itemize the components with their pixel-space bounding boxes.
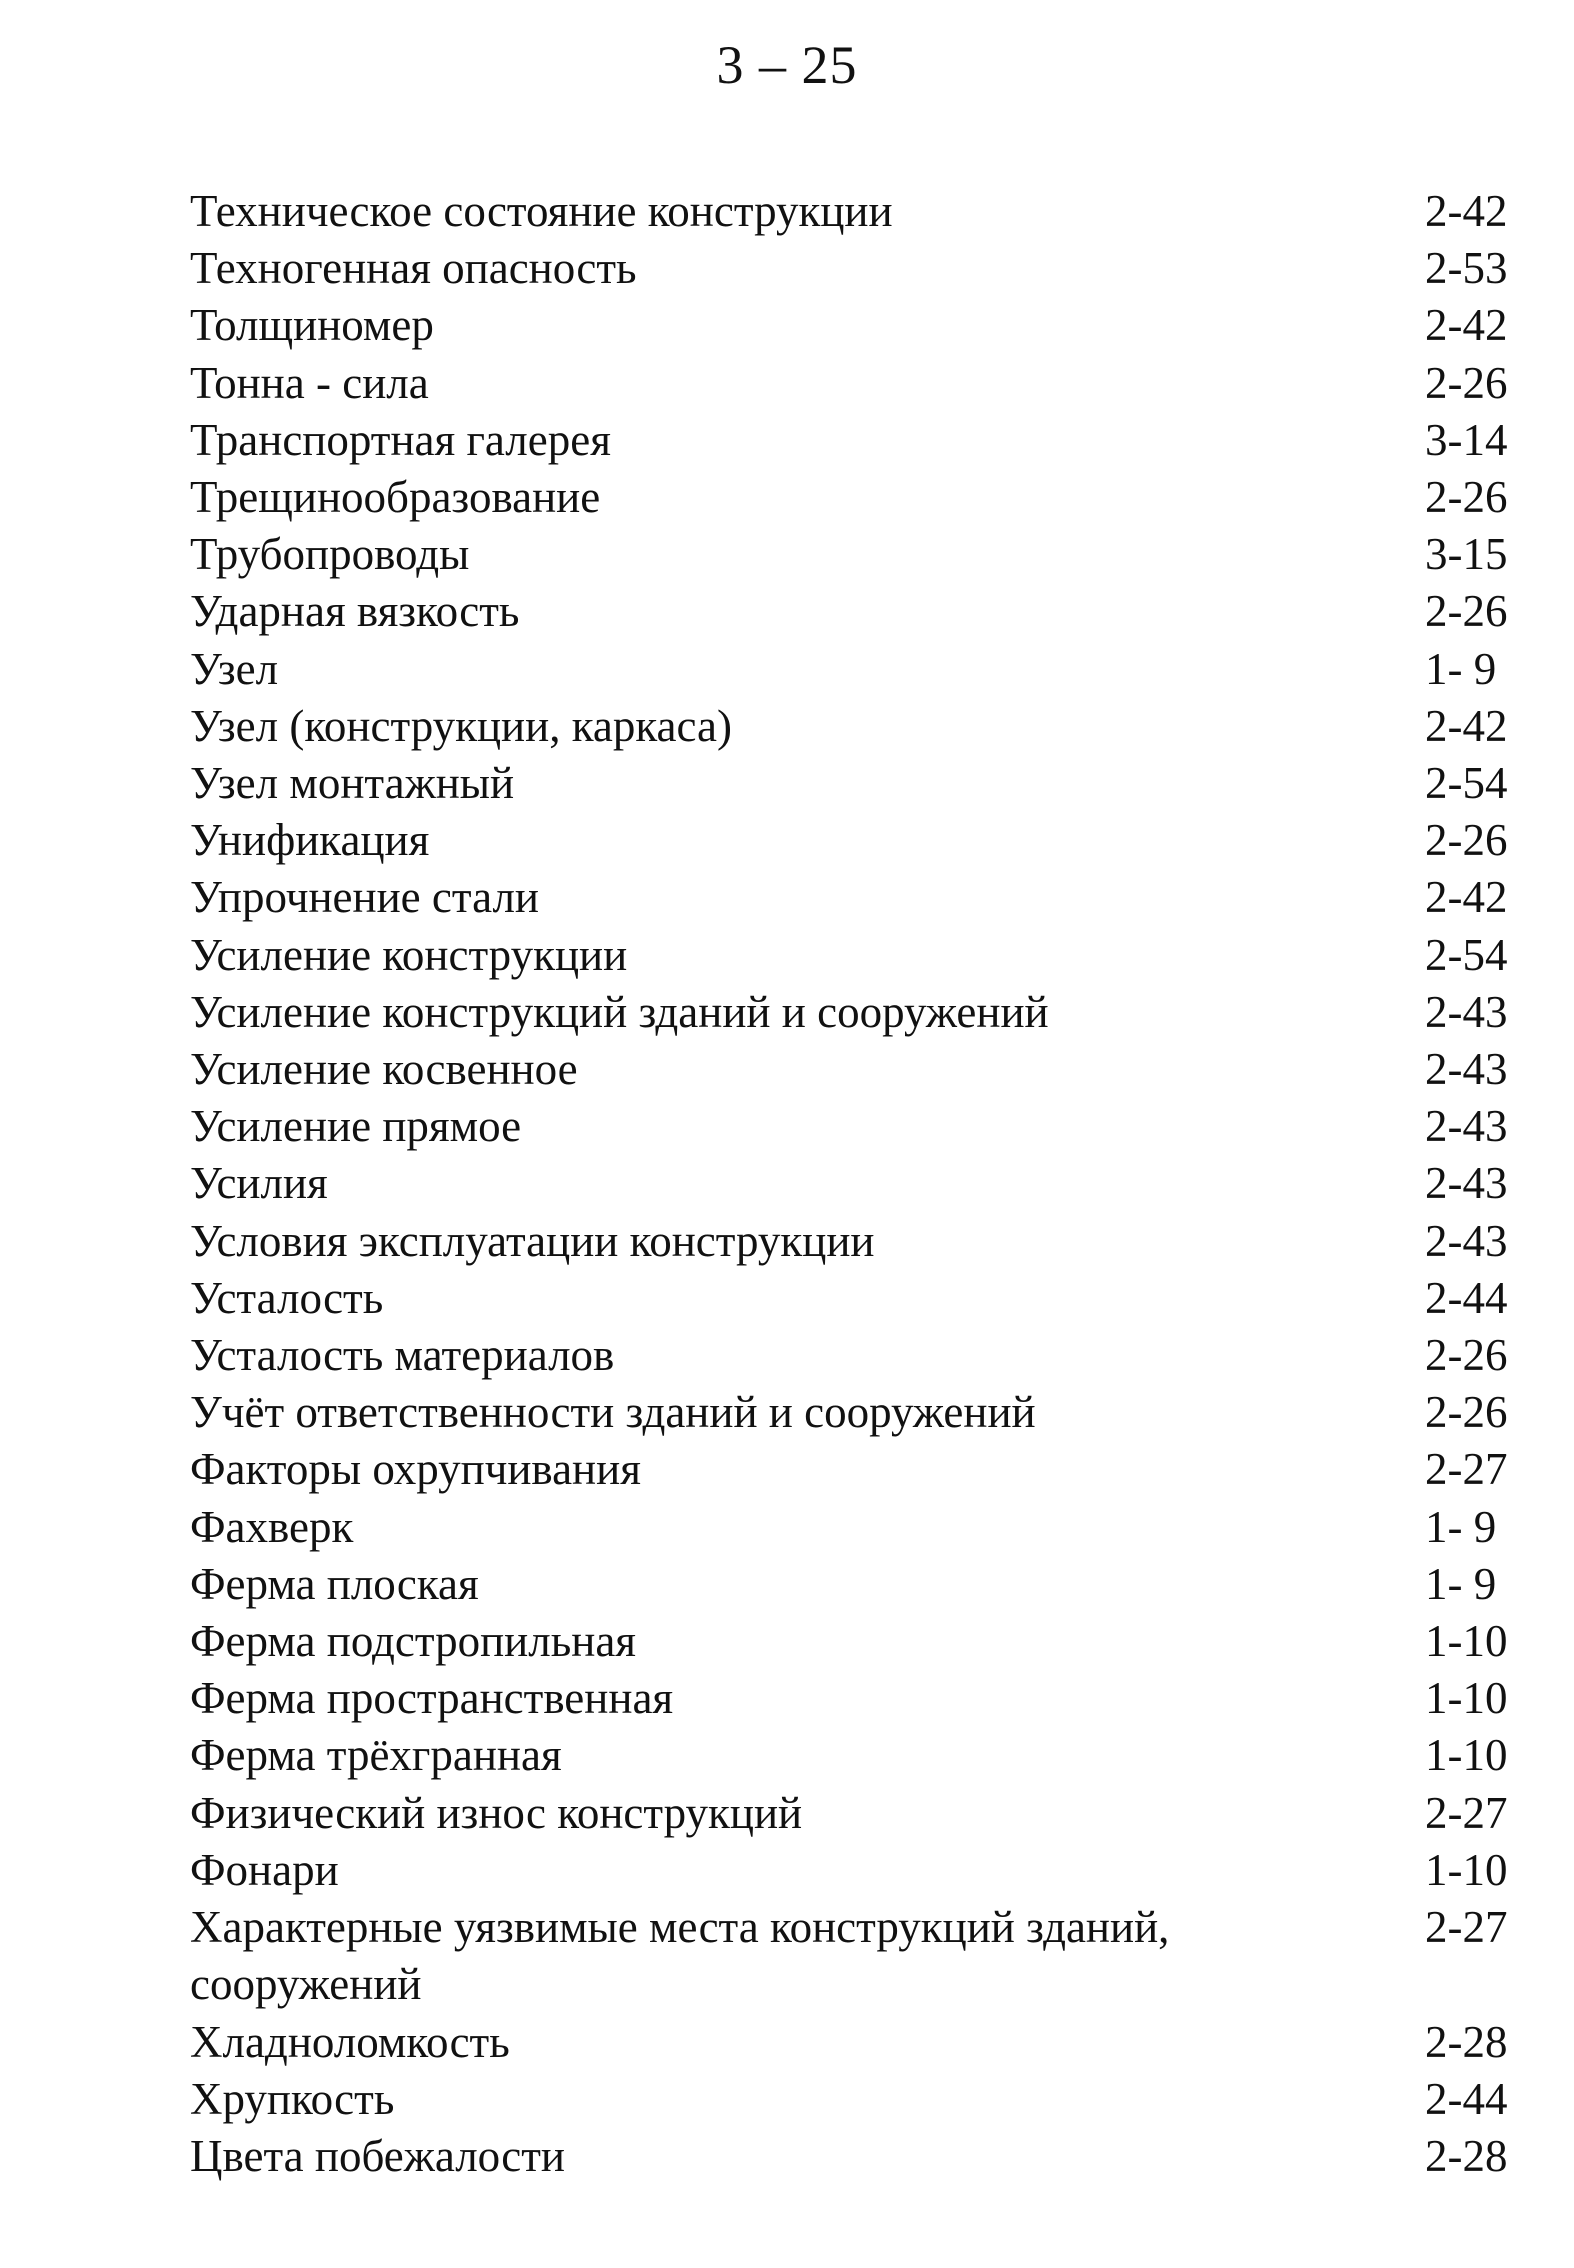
index-entry — [190, 1384, 1535, 1441]
page-reference: 2-42 — [1425, 186, 1508, 236]
page-reference: 3-14 — [1425, 414, 1508, 465]
index-entry — [190, 1556, 1535, 1613]
page-reference: 1- 9 — [1425, 1501, 1497, 1552]
index-term: Ударная вязкость — [190, 586, 520, 637]
index-term: Узел (конструкции, каркаса) — [190, 700, 732, 751]
page-reference: 2-28 — [1425, 2016, 1508, 2067]
index-term: Усталость — [190, 1272, 384, 1323]
index-entry — [190, 812, 1535, 869]
index-term: Фонари — [190, 1844, 339, 1895]
index-term: Цвета побежалости — [190, 2130, 566, 2181]
index-term: Усиление прямое — [190, 1101, 522, 1152]
page-reference: 2-26 — [1425, 1387, 1508, 1438]
index-entry — [190, 1270, 1535, 1327]
page-reference: 2-26 — [1425, 472, 1508, 523]
index-entry — [190, 412, 1535, 469]
index-term: Хрупкость — [190, 2073, 395, 2124]
page-reference: 2-43 — [1425, 1158, 1508, 1209]
index-entry — [190, 1041, 1535, 1098]
page-reference: 3-15 — [1425, 529, 1508, 580]
index-term: Учёт ответственности зданий и сооружений — [190, 1387, 1036, 1438]
page-reference: 2-53 — [1425, 243, 1508, 294]
page-reference: 2-54 — [1425, 758, 1508, 809]
index-entry — [190, 927, 1535, 984]
index-entry — [190, 583, 1535, 640]
page-reference: 2-27 — [1425, 1902, 1508, 1953]
index-term: Ферма трёхгранная — [190, 1730, 562, 1781]
index-term: Усиление конструкции — [190, 929, 628, 980]
index-entry — [190, 1499, 1535, 1556]
index-entry — [190, 984, 1535, 1041]
page-reference: 2-43 — [1425, 986, 1508, 1037]
index-entry — [190, 641, 1535, 698]
index-term: Ферма плоская — [190, 1558, 479, 1609]
index-entry — [190, 1213, 1535, 1270]
page-reference: 2-28 — [1425, 2130, 1508, 2181]
index-entry — [190, 355, 1535, 412]
index-term: Физический износ конструкций — [190, 1787, 803, 1838]
index-entry — [190, 2014, 1535, 2071]
index-term: Ферма пространственная — [190, 1673, 674, 1724]
page-reference: 1-10 — [1425, 1730, 1508, 1781]
index-term: Толщиномер — [190, 300, 434, 351]
index-term: Трещинообразование — [190, 472, 601, 523]
index-term: Унификация — [190, 815, 430, 866]
index-term: Факторы охрупчивания — [190, 1444, 641, 1495]
page-reference: 2-43 — [1425, 1215, 1508, 1266]
index-term: Усталость материалов — [190, 1330, 615, 1381]
index-term: Техногенная опасность — [190, 243, 637, 294]
index-entry — [190, 297, 1535, 354]
page-reference: 2-43 — [1425, 1101, 1508, 1152]
index-entry — [190, 2128, 1535, 2185]
index-entry — [190, 183, 1535, 240]
page-reference: 2-27 — [1425, 1787, 1508, 1838]
page-reference: 2-26 — [1425, 1330, 1508, 1381]
index-term: Усилия — [190, 1158, 328, 1209]
index-term: Узел — [190, 643, 279, 694]
page-reference: 2-54 — [1425, 929, 1508, 980]
index-entry — [190, 1842, 1535, 1899]
page-reference: 2-42 — [1425, 700, 1508, 751]
index-entry — [190, 2071, 1535, 2128]
index-term: Усиление косвенное — [190, 1044, 578, 1095]
index-term: Трубопроводы — [190, 529, 470, 580]
page-reference: 2-26 — [1425, 815, 1508, 866]
index-entry — [190, 1670, 1535, 1727]
page-reference: 2-42 — [1425, 872, 1508, 923]
index-term: Техническое состояние конструкции — [190, 186, 893, 236]
index-term: Фахверк — [190, 1501, 354, 1552]
index-term: Узел монтажный — [190, 758, 515, 809]
index-term: Усиление конструкций зданий и сооружений — [190, 986, 1049, 1037]
index-entry — [190, 1899, 1535, 2013]
index-entry — [190, 755, 1535, 812]
page-number: 3 – 25 — [716, 35, 858, 95]
index-entry — [190, 698, 1535, 755]
index-entry — [190, 1727, 1535, 1784]
page-reference: 2-43 — [1425, 1044, 1508, 1095]
index-entry — [190, 1155, 1535, 1212]
index-entry — [190, 869, 1535, 926]
index-entry — [190, 1785, 1535, 1842]
page-reference: 1-10 — [1425, 1673, 1508, 1724]
index-entry — [190, 1613, 1535, 1670]
index-term: Условия эксплуатации конструкции — [190, 1215, 875, 1266]
page-reference: 2-44 — [1425, 2073, 1508, 2124]
index-term: Хладноломкость — [190, 2016, 510, 2067]
index-entry — [190, 526, 1535, 583]
index-entry — [190, 1098, 1535, 1155]
subject-index-list — [190, 183, 1535, 2185]
index-term: Характерные уязвимые места конструкций зданий, сооружений — [190, 1902, 1170, 2010]
page-reference: 2-26 — [1425, 586, 1508, 637]
page-reference: 2-27 — [1425, 1444, 1508, 1495]
page-reference: 1-10 — [1425, 1844, 1508, 1895]
index-entry — [190, 240, 1535, 297]
index-term: Ферма подстропильная — [190, 1616, 637, 1667]
index-entry — [190, 1441, 1535, 1498]
page-reference: 1-10 — [1425, 1616, 1508, 1667]
page-reference: 2-44 — [1425, 1272, 1508, 1323]
page-reference: 1- 9 — [1425, 643, 1497, 694]
page-reference: 2-42 — [1425, 300, 1508, 351]
index-entry — [190, 1327, 1535, 1384]
page-reference: 2-26 — [1425, 357, 1508, 408]
index-entry — [190, 469, 1535, 526]
page-reference: 1- 9 — [1425, 1558, 1497, 1609]
index-term: Тонна - сила — [190, 357, 429, 408]
index-term: Упрочнение стали — [190, 872, 539, 923]
index-term: Транспортная галерея — [190, 414, 611, 465]
